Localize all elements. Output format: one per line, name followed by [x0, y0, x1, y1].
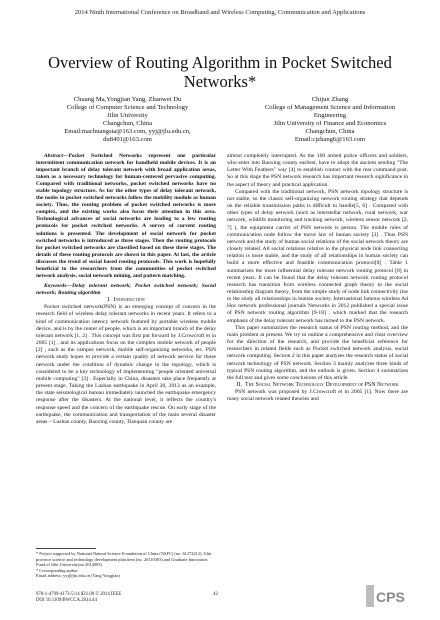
logo-bar — [366, 585, 374, 607]
author-location: Changchun, China — [102, 120, 153, 127]
author-location: Changchun, China — [305, 128, 355, 135]
author-block-left — [40, 96, 215, 144]
body-paragraph: This paper summarizes the research status of PSN routing method, and the main problem at present. We try to outline a comprehensive and clear overview for the direction of the research, and provide the beneficial reference for researchers in related fields such as Pocket switched network analysis, social network computing. Section 2 in this paper analyses the research status of social network technology of PSN network. Section 3 mainly analyzes three kinds of typical PSN routing algorithm, and the outlook is given. Section 4 summarizes the full text and gives some conclusions of this article. — [227, 324, 408, 381]
section-title: Introduction — [113, 297, 145, 304]
section-title: The Social Network Technology Development of PSN Network — [245, 382, 399, 388]
body-paragraph: Compared with the traditional network, PSN network topology structure is not stable, so the classic self-organizing network routing strategy that depends on the reliable transmission paths is difficult to handle[5, 6] . Compared with other types of delay network (such as interstellar network, rural network, war network, wildlife monitoring and tracking network, wireless sensor network [2, 7] ), the equipment carrier of PSN network is person. The mobile rules of communication node follow the move law of human society [3] . Thus PSN network and the study of human social relations of the social network theory are closely related. All social relations relative to the physical node link connecting relation is more stable, and the study of all relationships in human society can build a more effective and feasible communication protocol[8] . Table 1 summarizes the more influential delay tolerant network routing protocol [8] in recent years. It can be found that the delay tolerant network routing protocol research has transition from wireless connected graph theory to the social relationship diagram theory, from the simple study of node link connectivity rise to the study all relationships in human society. International famous wireless Ad Hoc network professional journals Networks in 2012 published a special issue of PSN network routing algorithm [9-18] , which marked that the research emphasis of the delay tolerant network has turned to the PSN network. — [227, 188, 408, 324]
left-column — [36, 153, 216, 426]
copyright-footer — [36, 592, 121, 604]
author-names: Chijun Zhang — [311, 96, 349, 103]
author-names: Chuang Ma,Yongjian Yang, Zhanwei Du — [73, 96, 182, 103]
intro-paragraph: Pocket switched network(PSN) is an emerging concept of concern in the research field of wireless delay tolerant networks in recent years. It refers to a kind of communication latency network featured by portable wireless mobile device, and is by the center of people, which is an important branch of the delay tolerant network [1, 2] . This concept was first put forward by J.Crowcroft et in 2005 [1] , and its applications focus on the complex mobile network of people [2] , such as the campus network, mobile self-organizing networks, etc. PSN network study hopes to provide a certain quality of network service for those network under the condition of dynamic change in the topology, which is considered to be a key technology of implementing "people oriented universal mobile computing" [3] . Especially in China, disasters take place frequently at present stage. Taking the Lushan earthquake in April 20, 2013 as an example, the state seismological bureau immediately launched the earthquake emergency response after the disasters. At the national level, it reflects the country's response speed and the concern of the earthquake rescue. On early stage of the earthquake, the communication and transportation of the main several disaster areas – Lushan county, Baoxing county, Tianquan county are — [36, 304, 216, 425]
footnote-corresponding: * Corresponding author. — [36, 567, 79, 573]
author-university: Jilin University of Finance and Economics — [273, 120, 387, 127]
keywords: Keywords—Delay tolerant network; Pocket switched network; Social network; Routing algorithm — [36, 282, 216, 296]
isbn-line: 978-1-4799-4173-5/14 $31.00 © 2014 IEEE — [36, 592, 122, 597]
body-paragraph: almost completely interrupted. As the 160 armed police officers and soldiers, who enter into Baoxing county earliest, have to adopt the ancient sending "The Letter With Feathers" way [4] to establish contact with the rear command post. So at this stage the PSN network research has important research significance in the aspect of theory and practical application. — [227, 153, 408, 188]
abstract-lead: Abstract — [44, 153, 63, 159]
footnote-funding: * Project supported by National Natural Science Foundation of China (NSFC) (no. 61272412), Jilin province science and technology development plan item (no. 20110303),and Graduate Innovation Fund of Jilin University(no.2014095). — [36, 551, 212, 568]
section-numeral: I. — [107, 297, 111, 304]
page-number: 42 — [213, 592, 218, 597]
footnotes — [36, 548, 216, 579]
footnote-email: Email address: yyj@jlu.edu.cn (Yang Yongjian) — [36, 573, 120, 579]
section-numeral: II. — [236, 382, 242, 388]
computer-society-logo — [366, 583, 408, 609]
author-affiliation: College of Management Science and Information — [264, 104, 396, 111]
footnote-divider — [36, 548, 96, 549]
logo-text: CPS — [376, 589, 405, 605]
author-email: Email:machuangsta@163.com, yyj@jlu.edu.cn, — [64, 128, 191, 135]
abstract — [36, 153, 216, 280]
paper-title: Overview of Routing Algorithm in Pocket Switched Networks* — [48, 53, 392, 91]
author-email-cont: du8491@163.com — [103, 136, 152, 143]
body-paragraph: PSN network was proposed by J.Crowcroft et in 2005 [1]. Now there are many social network related theories and — [227, 389, 408, 403]
doi-line: DOI 10.1109/BWCCA.2014.44 — [36, 598, 97, 604]
author-university: Jilin University — [107, 112, 148, 119]
right-column — [227, 153, 408, 403]
author-email: Email:cjzhang6@163.com — [294, 136, 366, 143]
author-affiliation-cont: Engineering — [313, 112, 347, 119]
author-block-right — [245, 96, 415, 144]
author-affiliation: College of Computer Science and Technology — [66, 104, 189, 111]
abstract-text: —Pocket Switched Networks represent one particular intermittent communication network for handheld mobile devices. It is an important branch of delay tolerant network with broad application areas, taken as a necessary technology for human-centered pervasive computing. Compared with traditional networks, pocket switched networks have no stable topology structure. As for the other types of delay tolerant network, the nodes in pocket switched networks follow the mobility module as human society. Thus, the routing problem of pocket switched networks is more complex, and the existing works also focus their attention in this area. Technological advances of social networks are leading to a few routing protocols for pocket switched networks. A survey of current routing solutions is presented. The development of social network for pocket switched networks is introduced as three stages. Then the routing protocols for pocket switched networks are classified based on these three stages. The details of these routing protocols are shown in this paper. At last, the article discusses the trend of social based routing protocols. This work is hopefully beneficial to the researchers from the communities of pocket switched network analysis, social network mining, and pattern matching. — [36, 153, 216, 279]
conference-header: 2014 Ninth International Conference on Broadband and Wireless Computing, Communication and Applications — [74, 9, 366, 16]
